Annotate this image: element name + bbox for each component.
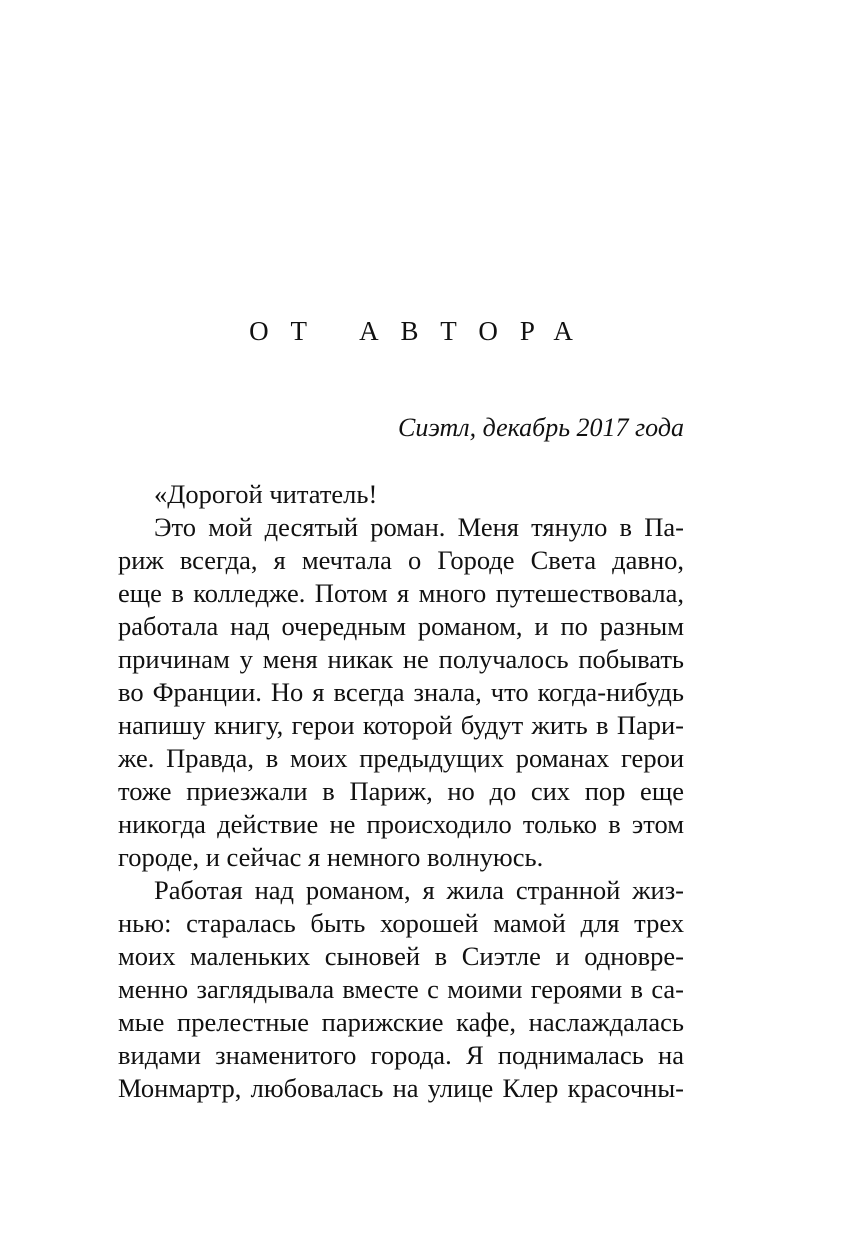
paragraph-line: моих маленьких сыновей в Сиэтле и одновре-: [118, 941, 684, 971]
paragraph-line: напишу книгу, герои которой будут жить в Пари-: [118, 710, 684, 740]
paragraph-line: еще в колледже. Потом я много путешествовала,: [118, 578, 684, 608]
paragraph-line: Монмартр, любовалась на улице Клер красочны-: [118, 1073, 684, 1103]
paragraph-line: никогда действие не происходило только в этом: [118, 809, 684, 839]
paragraph-line: менно заглядывала вместе с моими героями в са-: [118, 974, 684, 1004]
paragraph-line: Работая над романом, я жила странной жиз-: [154, 875, 684, 905]
paragraph-line: работала над очередным романом, и по разным: [118, 611, 684, 641]
paragraph-line: риж всегда, я мечтала о Городе Света давно,: [118, 545, 684, 575]
paragraph-line: городе, и сейчас я немного волнуюсь.: [118, 842, 544, 872]
heading-word-1: ОТ: [249, 316, 330, 346]
paragraph-line: мые прелестные парижские кафе, наслаждалась: [118, 1007, 684, 1037]
paragraph-line: тоже приезжали в Париж, но до сих пор еще: [118, 776, 684, 806]
paragraph-line: видами знаменитого города. Я поднималась на: [118, 1040, 684, 1070]
paragraph-line: причинам у меня никак не получалось побывать: [118, 644, 684, 674]
dateline: Сиэтл, декабрь 2017 года: [398, 413, 684, 442]
paragraph-line: нью: старалась быть хорошей мамой для трех: [118, 908, 684, 938]
paragraph-line: же. Правда, в моих предыдущих романах герои: [118, 743, 684, 773]
heading-word-2: АВТОРА: [359, 316, 595, 346]
chapter-heading: [0, 313, 844, 349]
paragraph-line: во Франции. Но я всегда знала, что когда-нибудь: [118, 677, 684, 707]
body-text: [118, 478, 684, 1105]
paragraph-line: «Дорогой читатель!: [154, 479, 378, 509]
paragraph-line: Это мой десятый роман. Меня тянуло в Па-: [154, 512, 684, 542]
